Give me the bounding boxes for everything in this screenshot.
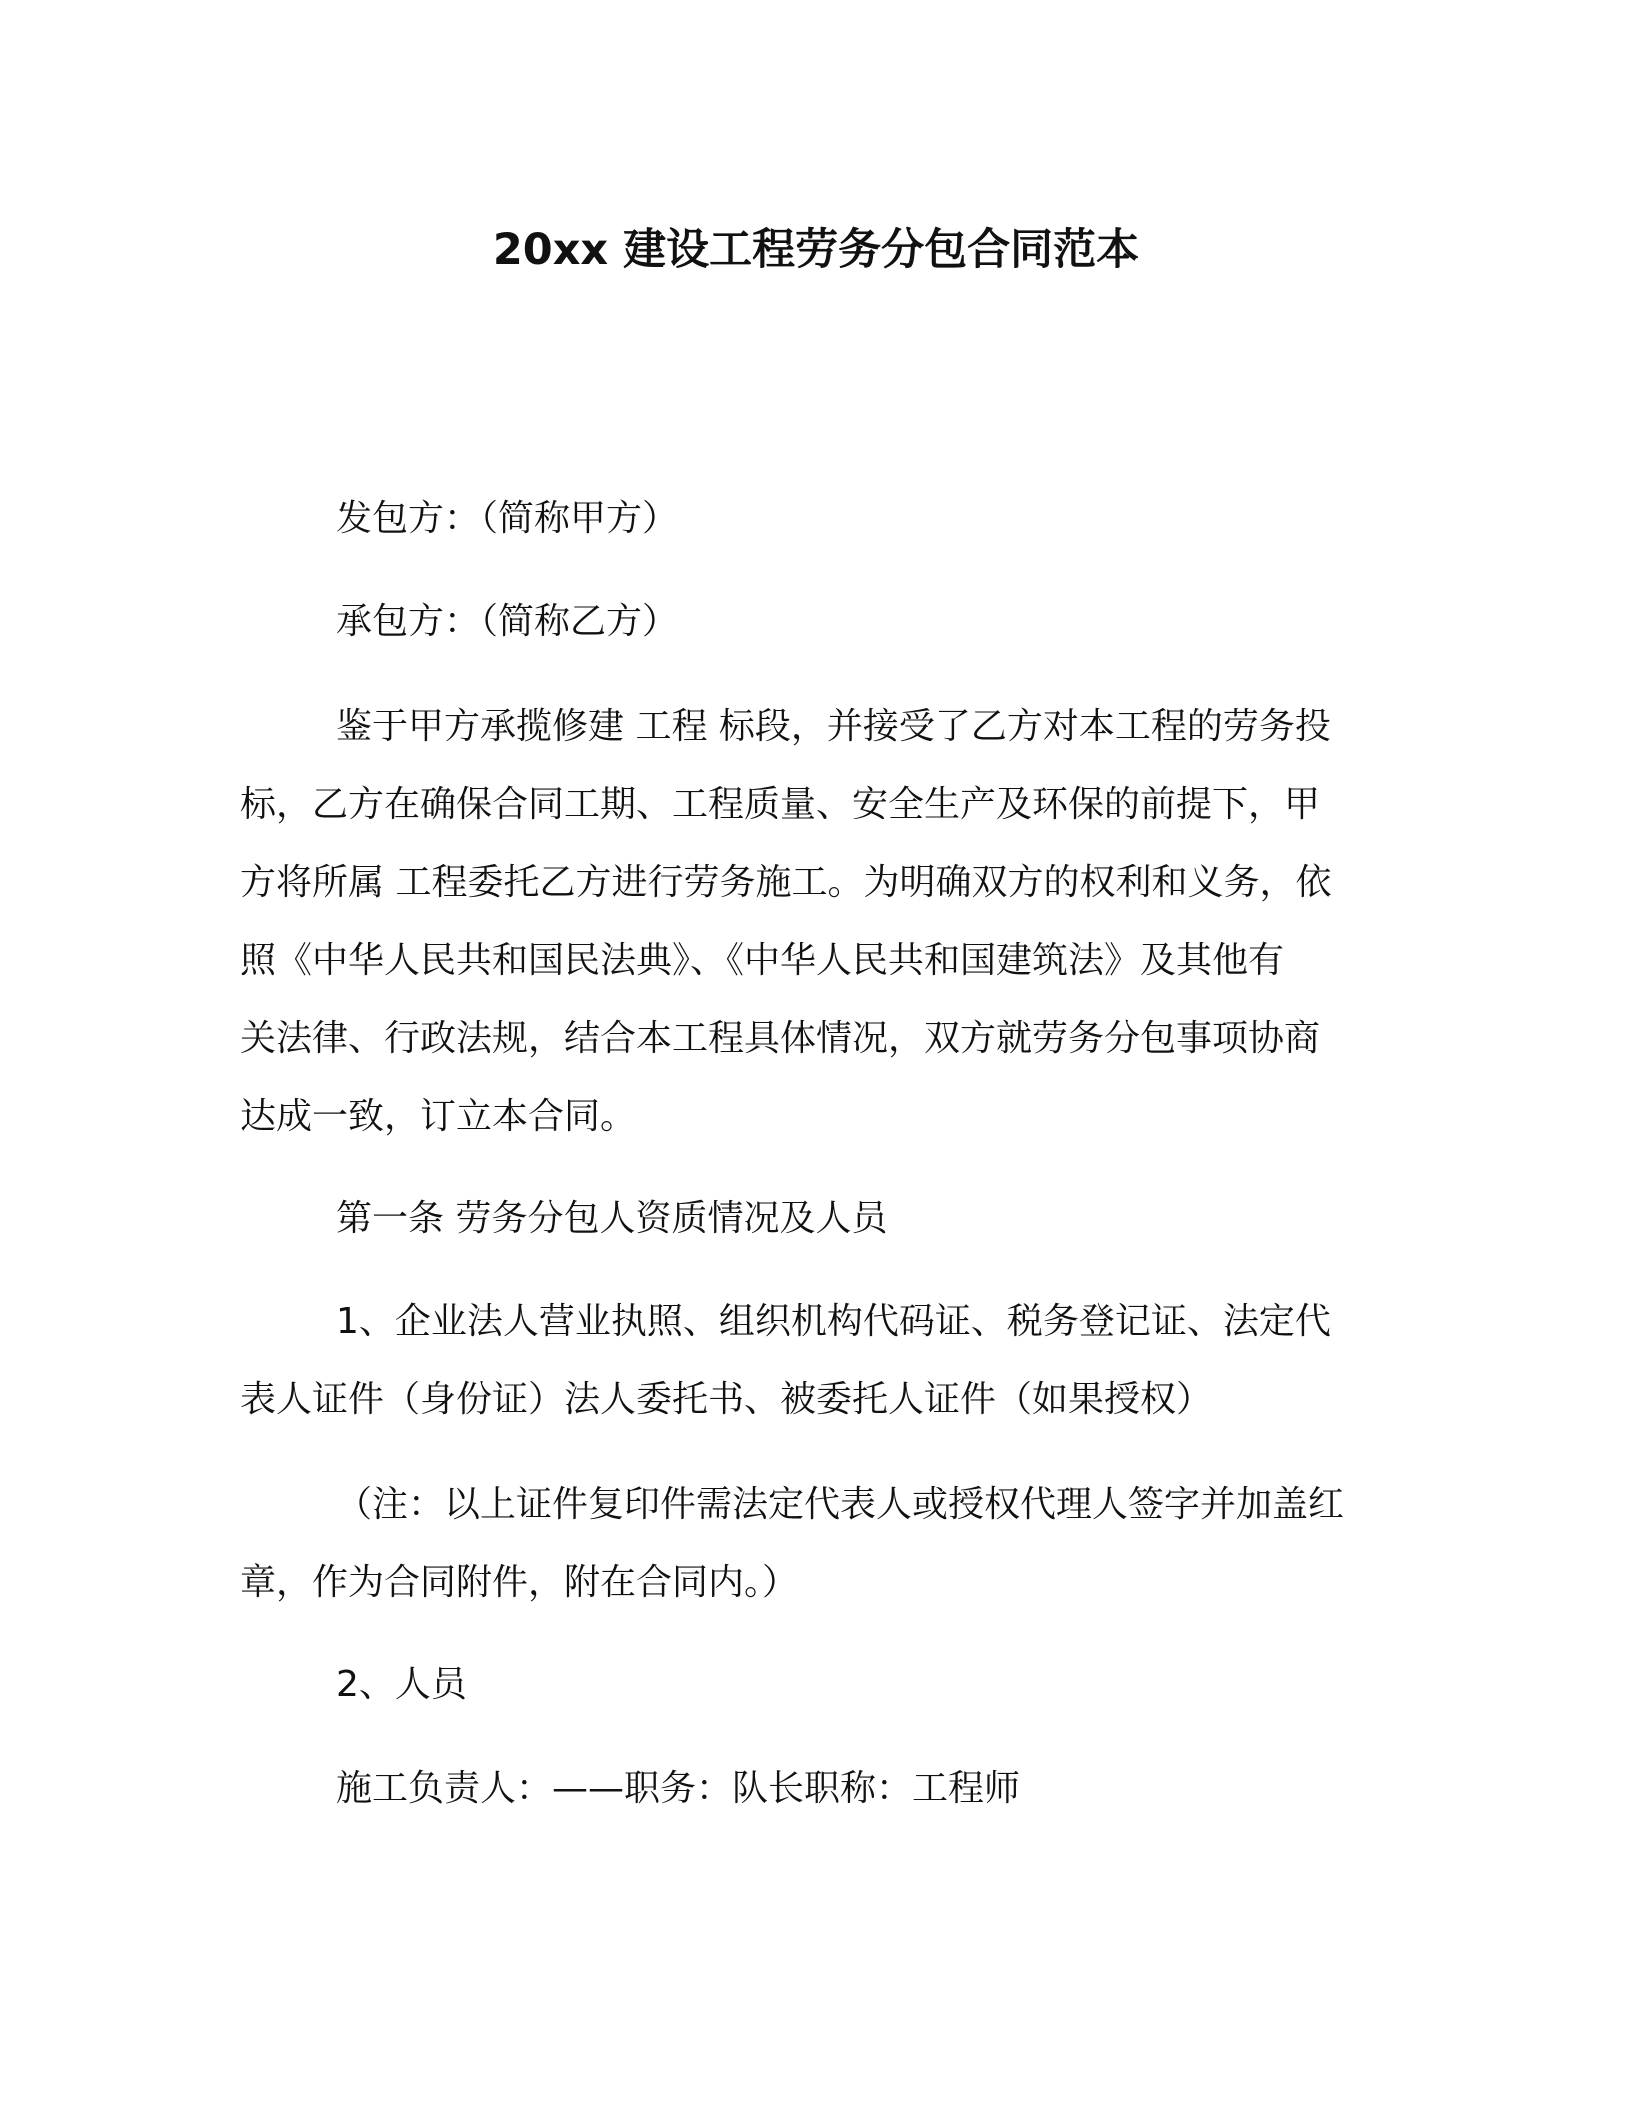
note-line: （注：以上证件复印件需法定代表人或授权代理人签字并加盖红: [336, 1484, 1345, 1525]
article-1-heading: 第一条 劳务分包人资质情况及人员: [336, 1198, 888, 1239]
preamble-line: 鉴于甲方承揽修建 工程 标段，并接受了乙方对本工程的劳务投: [336, 706, 1331, 747]
preamble-line: 关法律、行政法规，结合本工程具体情况，双方就劳务分包事项协商: [240, 1018, 1321, 1059]
preamble-line: 方将所属 工程委托乙方进行劳务施工。为明确双方的权利和义务，依: [240, 862, 1332, 903]
document-title: 20xx 建设工程劳务分包合同范本: [492, 225, 1140, 275]
note-paragraph: [240, 1466, 1380, 1622]
party-b-line: 承包方：（简称乙方）: [336, 601, 679, 642]
item-2-heading: 2、人员: [336, 1664, 467, 1705]
item-1-line: 1、企业法人营业执照、组织机构代码证、税务登记证、法定代: [336, 1301, 1331, 1342]
note-line: 章，作为合同附件，附在合同内。）: [240, 1562, 799, 1603]
preamble-line: 达成一致，订立本合同。: [240, 1096, 637, 1137]
preamble-paragraph: [240, 688, 1380, 1156]
construction-lead-line: 施工负责人：——职务：队长职称：工程师: [336, 1768, 1021, 1809]
preamble-line: 标，乙方在确保合同工期、工程质量、安全生产及环保的前提下，甲: [240, 784, 1321, 825]
item-1-paragraph: [240, 1283, 1380, 1439]
preamble-line: 照《中华人民共和国民法典》、《中华人民共和国建筑法》及其他有: [240, 940, 1285, 981]
party-a-line: 发包方：（简称甲方）: [336, 498, 679, 539]
item-1-line: 表人证件（身份证）法人委托书、被委托人证件（如果授权）: [240, 1379, 1213, 1420]
